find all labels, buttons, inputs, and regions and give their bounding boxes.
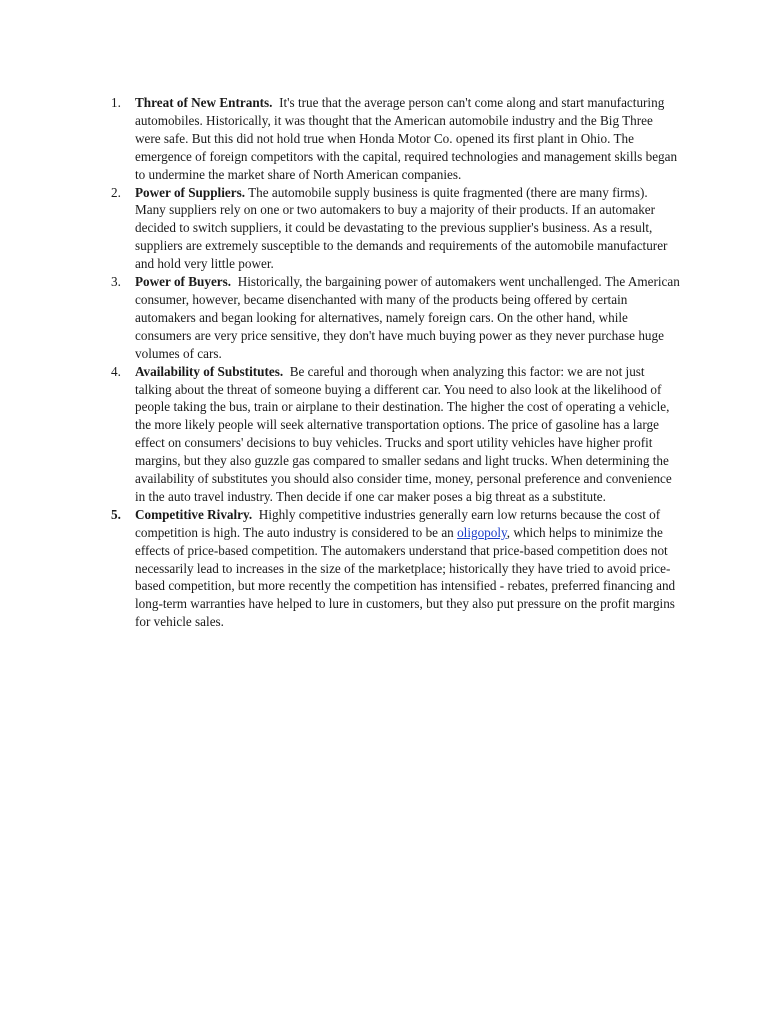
item-text-before-link: Highly competitive industries generally earn low returns because the cost of competition is high. The auto industry is considered to be an	[135, 506, 661, 540]
item-heading: Availability of Substitutes.	[135, 363, 284, 379]
item-text: It's true that the average person can't come along and start manufacturing automobiles. Historically, it was thought that the American automobile industry and the Big Three were safe. But this did not hold true when Honda Motor Co. opened its first plant in Ohio. The emergence of foreign competitors with the capital, required technologies and management skills began to undermine the market share of North American companies.	[135, 95, 678, 182]
item-heading: Competitive Rivalry.	[135, 506, 253, 522]
item-text: Historically, the bargaining power of automakers went unchallenged. The American consumer, however, became disenchanted with many of the products being offered by certain automakers and began looking for alternatives, namely foreign cars. On the other hand, while consumers are very price sensitive, they don't have much buying power as they never purchase huge volumes of cars.	[135, 274, 680, 361]
item-text: Be careful and thorough when analyzing this factor: we are not just talking about the threat of someone buying a different car. You need to also look at the likelihood of people taking the bus, train or airplane to their destination. The higher the cost of operating a vehicle, the more likely people will seek alternative transportation options. The price of gasoline has a large effect on consumers' decisions to buy vehicles. Trucks and sport utility vehicles have higher profit margins, but they also guzzle gas compared to smaller sedans and light trucks. When determining the availability of substitutes you should also consider time, money, personal preference and convenience in the auto travel industry. Then decide if one car maker poses a big threat as a substitute.	[135, 363, 672, 504]
item-heading: Power of Suppliers.	[135, 184, 246, 200]
five-forces-list	[108, 94, 680, 631]
list-number: 4.	[111, 363, 121, 379]
list-item-availability-of-substitutes	[108, 363, 680, 506]
list-number: 3.	[111, 274, 121, 290]
list-number: 1.	[111, 95, 121, 110]
list-item-threat-of-new-entrants	[108, 94, 680, 184]
item-heading: Power of Buyers.	[135, 274, 232, 290]
item-text-after-link: , which helps to minimize the effects of price-based competition. The automakers understand that price-based competition does not necessarily lead to increases in the size of the marketplace; historically they have tried to avoid price-based competition, but more recently the competition has intensified - rebates, preferred financing and long-term warranties have helped to lure in customers, but they also put pressure on the profit margins for vehicle sales.	[135, 524, 676, 630]
list-item-power-of-buyers	[108, 273, 680, 363]
list-number: 5.	[111, 506, 121, 522]
list-number: 2.	[111, 184, 121, 200]
list-item-competitive-rivalry	[108, 506, 680, 631]
list-item-power-of-suppliers	[108, 184, 680, 274]
item-text: The automobile supply business is quite fragmented (there are many firms). Many suppliers rely on one or two automakers to buy a majority of their products. If an automaker decided to switch suppliers, it could be devastating to the previous supplier's business. As a result, suppliers are extremely susceptible to the demands and requirements of the automobile manufacturer and hold very little power.	[135, 184, 668, 272]
item-heading: Threat of New Entrants.	[135, 95, 273, 110]
oligopoly-link[interactable]: oligopoly	[457, 524, 507, 540]
